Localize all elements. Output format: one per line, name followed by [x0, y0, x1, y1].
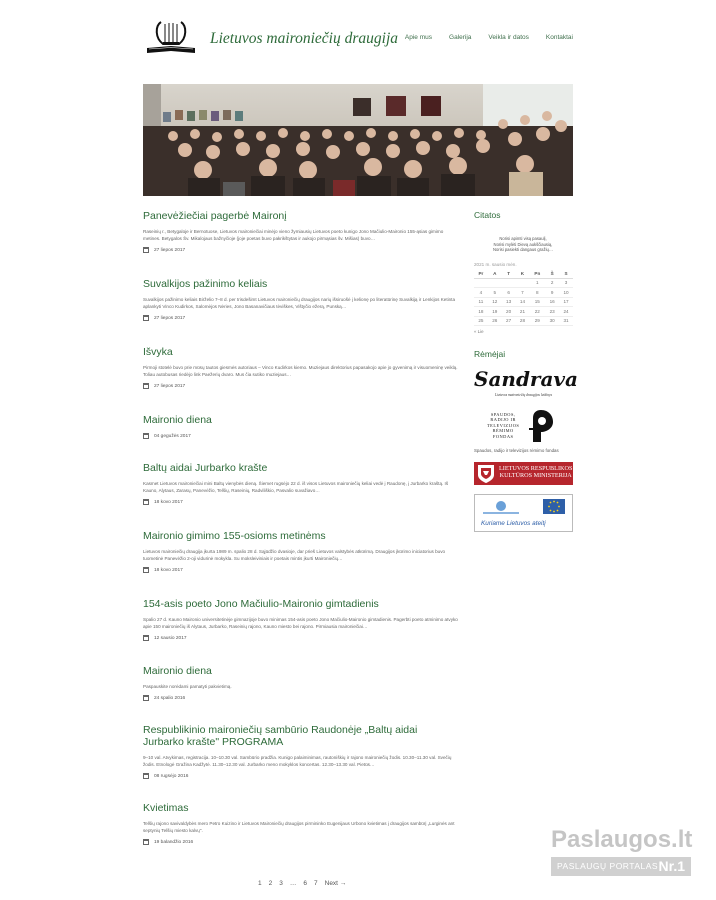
post-item — [143, 210, 461, 253]
calendar-day: 26 — [488, 316, 502, 326]
calendar-icon — [143, 247, 149, 253]
main-nav — [405, 34, 573, 41]
sponsor-sandrava-logo[interactable] — [474, 367, 579, 400]
calendar-day: 3 — [559, 278, 573, 288]
eu-funds-emblem-icon — [481, 498, 521, 516]
post-item — [143, 462, 461, 505]
calendar-icon — [143, 635, 149, 641]
calendar-day: 21 — [516, 307, 530, 317]
calendar-day: 20 — [502, 307, 516, 317]
calendar-day: 23 — [545, 307, 559, 317]
weekday: S — [559, 269, 573, 278]
weekday: Š — [545, 269, 559, 278]
calendar-icon — [143, 383, 149, 389]
post-title[interactable]: Respublikinio maironiečių sambūrio Raudonėje „Baltų aidai Jurbarko krašte" PROGRAMA — [143, 724, 418, 748]
sponsors-widget-title: Rėmėjai — [474, 349, 506, 359]
coat-of-arms-icon — [476, 463, 496, 484]
post-meta — [143, 567, 461, 573]
sandrava-wordmark: Sandrava — [474, 367, 579, 391]
post-excerpt: Telšių rajono savivaldybės mero Petro Kuizino ir Lietuvos Maironiečių draugijos pirmininko Eugenijaus Urbono kvietimas į draugijos sambūrį „Lurginės ant septynių Telšių miesto kalvų". — [143, 821, 455, 833]
calendar-day: 16 — [545, 297, 559, 307]
post-title[interactable]: Išvyka — [143, 346, 173, 358]
sidebar — [474, 210, 579, 527]
post-date: 19 balandžio 2016 — [154, 839, 194, 845]
calendar-day — [502, 278, 516, 288]
post-title[interactable]: Kvietimas — [143, 802, 189, 814]
post-title[interactable]: Maironio diena — [143, 414, 212, 426]
post-date: 18 kovo 2017 — [154, 567, 183, 573]
calendar-day: 10 — [559, 288, 573, 298]
post-title[interactable]: Maironio diena — [143, 665, 212, 677]
post-date: 18 kovo 2017 — [154, 499, 183, 505]
weekday: A — [488, 269, 502, 278]
calendar-day: 8 — [529, 288, 545, 298]
post-item — [143, 802, 461, 845]
post-item — [143, 414, 461, 439]
calendar-day: 31 — [559, 316, 573, 326]
post-date: 27 liepos 2017 — [154, 315, 186, 321]
calendar-day: 5 — [488, 288, 502, 298]
page-link[interactable]: 3 — [279, 880, 283, 887]
paslaugos-watermark — [551, 826, 691, 878]
calendar-day: 29 — [529, 316, 545, 326]
culture-ministry-text: LIETUVOS RESPUBLIKOS KULTŪROS MINISTERIJA — [499, 465, 573, 479]
calendar-widget — [474, 262, 573, 334]
sponsor-eu-funds-logo[interactable] — [474, 494, 573, 532]
post-title[interactable]: Panevėžiečiai pagerbė Maironį — [143, 210, 287, 222]
post-meta — [143, 635, 461, 641]
calendar-icon — [143, 499, 149, 505]
weekday: K — [516, 269, 530, 278]
sponsor-culture-ministry-logo[interactable] — [474, 462, 573, 485]
post-meta — [143, 315, 461, 321]
srtrf-text: SPAUDOS, RADIJO IR TELEVIZIJOS RĖMIMO FONDAS — [487, 412, 520, 439]
calendar-day: 13 — [502, 297, 516, 307]
site-title[interactable]: Lietuvos maironiečių draugija — [210, 30, 398, 47]
post-excerpt: Kasmet Lietuvos maironiečiai mini Baltų vienybės dieną. Šiemet rugsėjo 22 d. iš visos Lietuvos maironiečių keliai vedė į Raudonę, į Jurbarko kraštą. Iš Kauno, Alytaus, Zarasų, Panevėžio, Telšių, Raseinių, Radviliškio, Pasvalio suvažiavo… — [143, 481, 449, 493]
calendar-caption: 2021 m. sausio mėn. — [474, 262, 517, 267]
post-excerpt: 9–10 val. Atvykimas, registracija. 10–10.30 val. Sambūrio pradžia. Kunigo palaiminimas, rautoniškių ir rajono maironiečių žodis. 10.30–11.30 val. Svečių žodis. Etnologė Gražina Kadžytė. 11.30–12.30 val. Jurbarko meno mokyklos koncertas. 12.30–13.30 val. Pietūs… — [143, 755, 452, 767]
post-item — [143, 530, 461, 573]
calendar-icon — [143, 839, 149, 845]
quote-text: Norisi apimti visą pasaulį, Norisi mylėti Dievą aukščiausią, Norisi pasiekti dangaus gražių… — [492, 236, 554, 253]
page-ellipsis: … — [289, 880, 297, 887]
calendar-day: 12 — [488, 297, 502, 307]
post-excerpt: Suvalkijos pažinimo keliais Birželio 7–8 d. per trisdešimt Lietuvos maironiečių draugijos narių išsiruošė į kelionę po literatūrinę Suvalkiją ir Lenkijos Ketinta aplankyti Vinco Kudirkos, Salomėjos Nėries, Jono Basanavičiaus tėviškes, Vištyčio ežerą, Punską… — [143, 297, 456, 309]
calendar-day: 1 — [529, 278, 545, 288]
calendar-day: 14 — [516, 297, 530, 307]
post-meta — [143, 247, 461, 253]
post-excerpt: Pirmoji stotelė buvo prie mūsų tautos giesmės autoriaus – Vinco Kudirkos kiemo. Muziejaus direktorius papasakojo apie jo gyvenimą ir visuomeninę veiklą. Toliau autobusas riedėjo link Paežerių dvaro. Mus čia sutiko muziejaus… — [143, 365, 458, 377]
eu-funds-slogan: Kuriame Lietuvos ateitį — [481, 520, 546, 527]
page-link[interactable]: 2 — [268, 880, 273, 887]
post-excerpt: Paspauskite norėdami pamatyti pakvietimą. — [143, 684, 232, 689]
site-header — [143, 18, 573, 58]
post-title[interactable]: Suvalkijos pažinimo keliais — [143, 278, 268, 290]
weekday: T — [502, 269, 516, 278]
post-item — [143, 665, 461, 701]
lyre-logo-icon[interactable] — [143, 18, 199, 56]
watermark-subtitle: PASLAUGŲ PORTALAS — [557, 861, 659, 871]
post-item — [143, 278, 461, 321]
calendar-day: 28 — [516, 316, 530, 326]
calendar-day: 25 — [474, 316, 488, 326]
post-excerpt: Raseinių r., Betygaloje ir Bernotuose, Lietuvos maironiečiai minėjo vieno žymiausių Lietuvos poeto kunigo Jono Mačiulio-Maironio 155-ąsias gimimo metines. Betygalos Šv. Mikalojaus bažnyčioje (joje poetas buvo pakrikštytas ir aukojo pirmąsias šv. Mišias) buvo… — [143, 229, 444, 241]
weekday: Pr — [474, 269, 488, 278]
watermark-bar — [551, 857, 691, 876]
calendar-day: 17 — [559, 297, 573, 307]
quotes-widget-title: Citatos — [474, 210, 501, 220]
calendar-table — [474, 269, 573, 326]
post-meta — [143, 773, 461, 779]
post-date: 12 sausio 2017 — [154, 635, 187, 641]
post-excerpt: Lietuvos maironiečių draugija įkurta 1989 m. spalio 28 d. Sąjūdžio dvasioje, dar prieš Lietuvos valstybės atkūrimą. Draugijos įkūrimo iniciatorius buvo tuometinė Panevėžio 2-oji vidurinė mokykla. Su moksleiviniais ir poetais mintis įkurti Maironiečių… — [143, 549, 446, 561]
calendar-day — [516, 278, 530, 288]
calendar-icon — [143, 695, 149, 701]
calendar-day: 30 — [545, 316, 559, 326]
sponsor-srtrf-caption: Spaudos, radijo ir televizijos rėmimo fondas — [474, 448, 559, 453]
post-date: 04 gegužės 2017 — [154, 433, 191, 439]
calendar-icon — [143, 773, 149, 779]
post-item — [143, 724, 461, 779]
calendar-prev-link[interactable]: « Lie — [474, 329, 484, 334]
calendar-day: 4 — [474, 288, 488, 298]
calendar-day — [474, 278, 488, 288]
post-date: 27 liepos 2017 — [154, 247, 186, 253]
watermark-rank: Nr.1 — [658, 858, 685, 874]
post-meta — [143, 499, 461, 505]
audience-photo — [143, 84, 573, 196]
calendar-day — [488, 278, 502, 288]
eu-flag-icon — [543, 499, 565, 514]
calendar-icon — [143, 567, 149, 573]
weekday: Pn — [529, 269, 545, 278]
calendar-day: 18 — [474, 307, 488, 317]
calendar-day: 19 — [488, 307, 502, 317]
calendar-icon — [143, 315, 149, 321]
page-link[interactable]: 6 — [303, 880, 307, 887]
calendar-day: 6 — [502, 288, 516, 298]
calendar-day: 24 — [559, 307, 573, 317]
srtrf-emblem-icon — [527, 408, 555, 444]
page-link[interactable]: 7 — [314, 880, 318, 887]
calendar-day: 11 — [474, 297, 488, 307]
calendar-day: 7 — [516, 288, 530, 298]
post-date: 08 rugsėjo 2016 — [154, 773, 189, 779]
post-date: 24 spalio 2016 — [154, 695, 186, 701]
calendar-day: 15 — [529, 297, 545, 307]
nav-apie-mus[interactable]: Apie mus — [404, 34, 433, 41]
post-meta — [143, 695, 461, 701]
post-date: 27 liepos 2017 — [154, 383, 186, 389]
post-excerpt: Spalio 27 d. Kauno Maironio universitetinėje gimnazijoje buvo minimas 154-asis poeto Jono Mačiulio-Maironio gimtadienis. Pagerbti poeto atminimo atvyko apie 150 maironiečių iš Alytaus, Jurbarko, Raseinių rajono, Kauno miesto bei rajono. Pirmiausia maironiečiai… — [143, 617, 458, 629]
next-page-link[interactable]: Next → — [324, 880, 347, 887]
calendar-day: 22 — [529, 307, 545, 317]
post-item — [143, 346, 461, 389]
post-title[interactable]: 154-asis poeto Jono Mačiulio-Maironio gimtadienis — [143, 598, 379, 610]
nav-kontaktai[interactable]: Kontaktai — [545, 34, 573, 41]
calendar-day: 9 — [545, 288, 559, 298]
sandrava-subtitle: Lietuvos maironiečių draugijos leidinys — [494, 393, 553, 397]
post-title[interactable]: Baltų aidai Jurbarko krašte — [143, 462, 268, 474]
pagination — [258, 880, 346, 887]
page-link[interactable]: 1 — [258, 880, 262, 887]
nav-galerija[interactable]: Galerija — [449, 34, 472, 41]
hero-image — [143, 84, 573, 196]
calendar-icon — [143, 433, 149, 439]
post-meta — [143, 839, 461, 845]
post-meta — [143, 383, 461, 389]
calendar-day: 27 — [502, 316, 516, 326]
post-meta — [143, 433, 461, 439]
calendar-day: 2 — [545, 278, 559, 288]
watermark-title: Paslaugos.lt — [551, 826, 693, 853]
post-item — [143, 598, 461, 641]
post-title[interactable]: Maironio gimimo 155-osioms metinėms — [143, 530, 326, 542]
nav-veikla[interactable]: Veikla ir datos — [488, 34, 529, 41]
